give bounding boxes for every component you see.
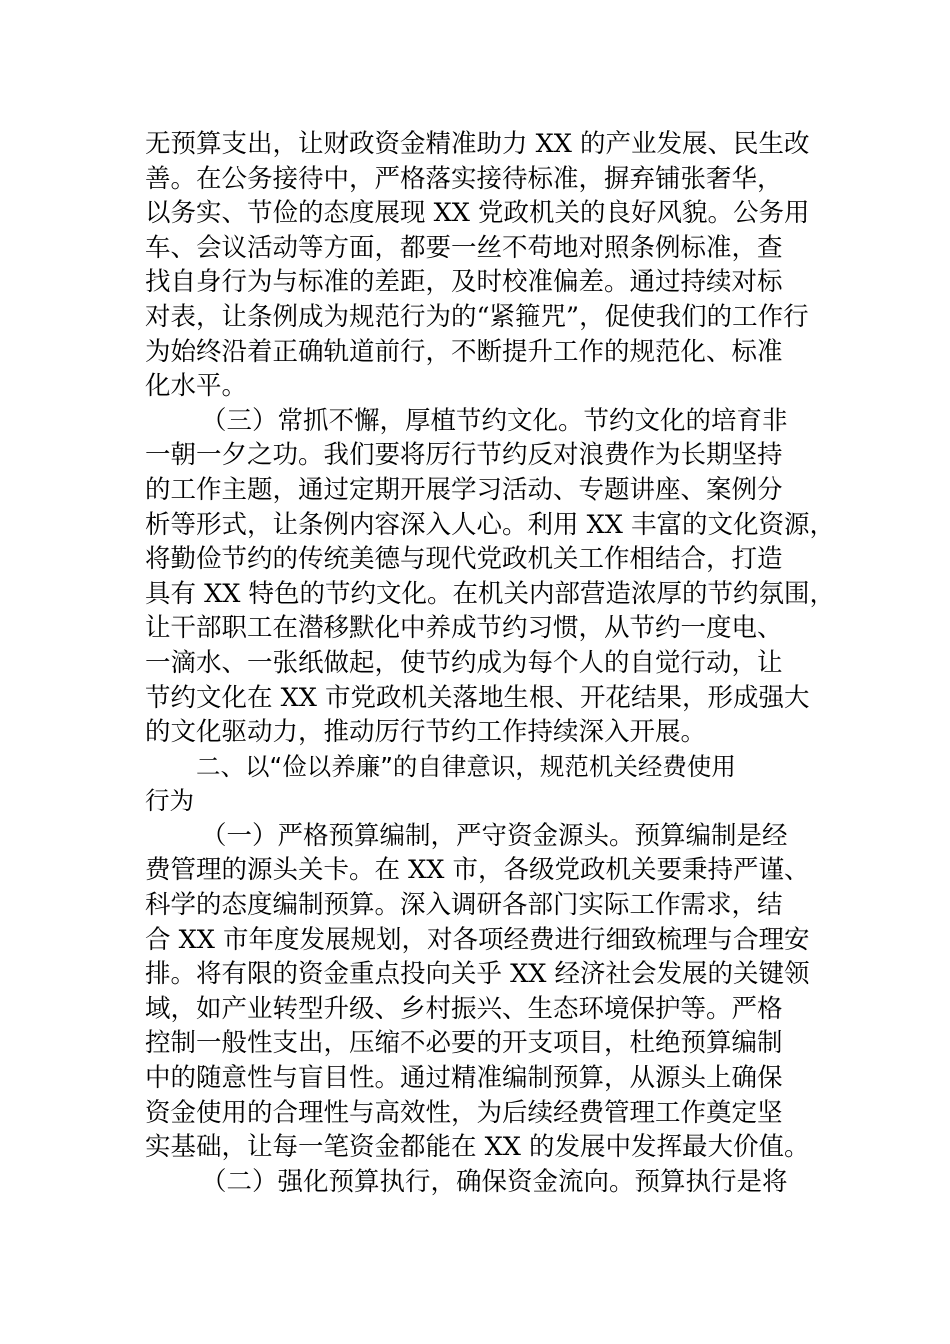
text-line: 的工作主题，通过定期开展学习活动、专题讲座、案例分 xyxy=(145,474,783,505)
text-line: 无预算支出，让财政资金精准助力 XX 的产业发展、民生改 xyxy=(145,129,810,159)
text-line: 对表，让条例成为规范行为的“紧箍咒”，促使我们的工作行 xyxy=(145,301,809,332)
text-line: 以务实、节俭的态度展现 XX 党政机关的良好风貌。公务用 xyxy=(145,198,810,229)
text-line: 让干部职工在潜移默化中养成节约习惯，从节约一度电、 xyxy=(145,613,783,644)
text-line: 一朝一夕之功。我们要将厉行节约反对浪费作为长期坚持 xyxy=(145,440,783,471)
text-line: 找自身行为与标准的差距，及时校准偏差。通过持续对标 xyxy=(145,267,783,298)
text-line: 中的随意性与盲目性。通过精准编制预算，从源头上确保 xyxy=(145,1063,783,1094)
text-line: 控制一般性支出，压缩不必要的开支项目，杜绝预算编制 xyxy=(145,1028,783,1059)
text-line: 费管理的源头关卡。在 XX 市，各级党政机关要秉持严谨、 xyxy=(145,855,810,886)
text-line: 科学的态度编制预算。深入调研各部门实际工作需求，结 xyxy=(145,890,783,921)
text-line: 车、会议活动等方面，都要一丝不苟地对照条例标准，查 xyxy=(145,232,783,263)
section-heading-line: 行为 xyxy=(145,786,194,816)
text-line: 节约文化在 XX 市党政机关落地生根、开花结果，形成强大 xyxy=(145,682,810,713)
text-line: 的文化驱动力，推动厉行节约工作持续深入开展。 xyxy=(145,717,707,748)
text-line: 排。将有限的资金重点投向关乎 XX 经济社会发展的关键领 xyxy=(145,959,810,990)
text-line: 实基础，让每一笔资金都能在 XX 的发展中发挥最大价值。 xyxy=(145,1132,810,1163)
section-heading-line: 二、以“俭以养廉”的自律意识，规范机关经费使用 xyxy=(196,751,736,781)
document-body xyxy=(145,127,835,1199)
text-line: 资金使用的合理性与高效性，为后续经费管理工作奠定坚 xyxy=(145,1097,783,1128)
text-line: 具有 XX 特色的节约文化。在机关内部营造浓厚的节约氛围， xyxy=(145,578,836,609)
subsection-heading-line: （三）常抓不懈，厚植节约文化。节约文化的培育非 xyxy=(201,405,788,436)
text-line: 合 XX 市年度发展规划，对各项经费进行细致梳理与合理安 xyxy=(145,924,810,955)
subsection-heading-line: （二）强化预算执行，确保资金流向。预算执行是将 xyxy=(201,1166,788,1197)
text-line: 析等形式，让条例内容深入人心。利用 XX 丰富的文化资源， xyxy=(145,509,836,540)
text-line: 将勤俭节约的传统美德与现代党政机关工作相结合，打造 xyxy=(145,544,783,575)
text-line: 一滴水、一张纸做起，使节约成为每个人的自觉行动，让 xyxy=(145,647,783,678)
text-line: 化水平。 xyxy=(145,371,248,402)
text-line: 善。在公务接待中，严格落实接待标准，摒弃铺张奢华， xyxy=(145,163,783,194)
text-line: 域，如产业转型升级、乡村振兴、生态环境保护等。严格 xyxy=(145,993,783,1024)
text-line: 为始终沿着正确轨道前行，不断提升工作的规范化、标准 xyxy=(145,336,783,367)
subsection-heading-line: （一）严格预算编制，严守资金源头。预算编制是经 xyxy=(201,820,788,851)
